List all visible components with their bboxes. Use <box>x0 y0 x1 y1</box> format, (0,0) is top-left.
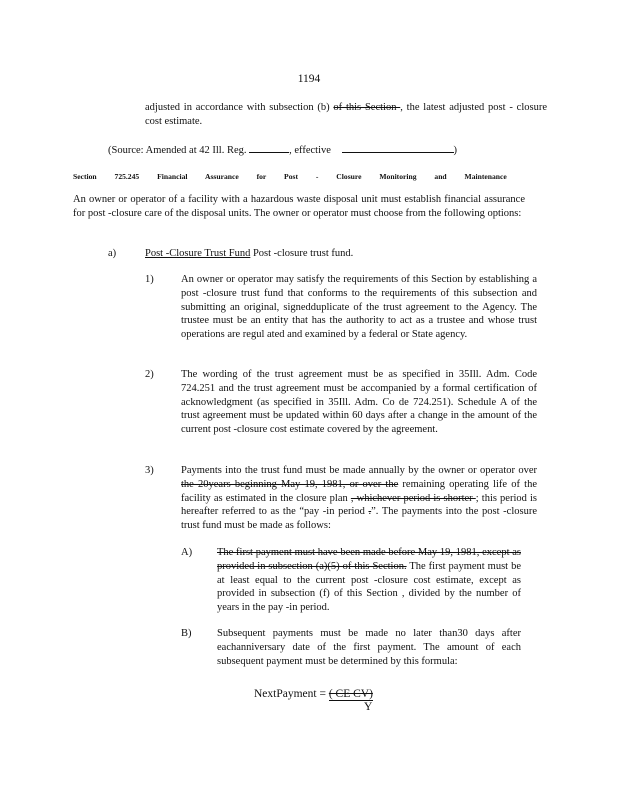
item-A-label: A) <box>181 547 193 558</box>
item-2-label: 2) <box>145 369 154 380</box>
intro-paragraph <box>145 101 547 129</box>
formula-lhs: NextPayment = <box>254 688 329 700</box>
item-2-paragraph: The wording of the trust agreement must be as specified in 35Ill. Adm. Code 724.251 and the trust agreement must be accompanied by a formal certification of acknowledgment (as specified in 35Ill. Adm. Co de 724.251). Schedule A of the trust agreement must be updated within 60 days after a change in the amount of the current post -closure cost estimate covered by the agreement. <box>181 369 537 436</box>
source-note <box>108 142 548 158</box>
preamble-paragraph: An owner or operator of a facility with a hazardous waste disposal unit must establish financial assurance for post -closure care of the disposal units. The owner or operator must choose from the following options: <box>73 194 525 219</box>
item-A-paragraph <box>217 546 521 615</box>
section-heading: Section 725.245 Financial Assurance for Post - Closure Monitoring and Maintenance <box>73 172 507 181</box>
item-a-underlined: Post -Closure Trust Fund <box>145 248 251 259</box>
item-1-label: 1) <box>145 274 154 285</box>
formula-numerator: ( CE CV) <box>328 688 373 700</box>
item-a-label: a) <box>108 248 117 259</box>
item-1-paragraph: An owner or operator may satisfy the requirements of this Section by establishing a post -closure trust fund that conforms to the requirements of this subsection and submitting an original, signedduplicate of the trust agreement to the Agency. The trustee must be an entity that has the authority to act as a trustee and whose trust operations are regul ated and examined by a federal or State agency. <box>181 274 537 341</box>
source-prefix: (Source: Amended at 42 Ill. Reg. <box>108 145 247 156</box>
source-suffix: ) <box>453 145 458 156</box>
intro-struck-text: of this Section <box>333 102 401 113</box>
item-3-label: 3) <box>145 465 154 476</box>
payment-formula <box>254 688 454 713</box>
item-B-label: B) <box>181 628 192 639</box>
intro-text-2: , the latest adjusted post - closure cost estimate. <box>145 102 547 127</box>
item-3-struck-1: the 20years beginning May 19, 1981, or over the <box>181 478 399 490</box>
item-3-struck-2: , whichever period is shorter <box>350 492 476 504</box>
item-3-paragraph <box>181 464 537 533</box>
item-3-text-2: remaining operating life of the facility as estimated in the closure plan <box>181 478 537 504</box>
item-3-struck-3: . <box>368 506 372 518</box>
item-3-text-1: Payments into the trust fund must be made annually by the owner or operator over <box>181 465 537 476</box>
item-3-text-4: ”. The payments into the post -closure trust fund must be made as follows: <box>181 506 537 532</box>
formula-denominator: Y <box>364 701 373 713</box>
item-A-struck: The first payment must have been made before May 19, 1981, except as provided in subsection (a)(5) of this Section. <box>217 547 521 572</box>
effective-date-blank <box>342 142 454 153</box>
source-mid: , effective <box>289 145 331 156</box>
register-blank <box>249 142 289 153</box>
page-number: 1194 <box>297 73 321 85</box>
item-B-paragraph: Subsequent payments must be made no later than30 days after eachanniversary date of the first payment. The amount of each subsequent payment must be determined by this formula: <box>217 628 521 667</box>
item-a-text: Post -closure trust fund. <box>250 248 354 259</box>
item-3-text-3: ; this period is hereafter referred to as the “pay -in period <box>181 492 537 518</box>
item-A-text: The first payment must be at least equal to the current post -closure cost estimate, except as provided in subsection (f) of this Section , divided by the number of years in the pay -in period. <box>217 560 521 614</box>
item-a-heading <box>145 247 525 261</box>
intro-text-1: adjusted in accordance with subsection (b) <box>145 102 334 113</box>
